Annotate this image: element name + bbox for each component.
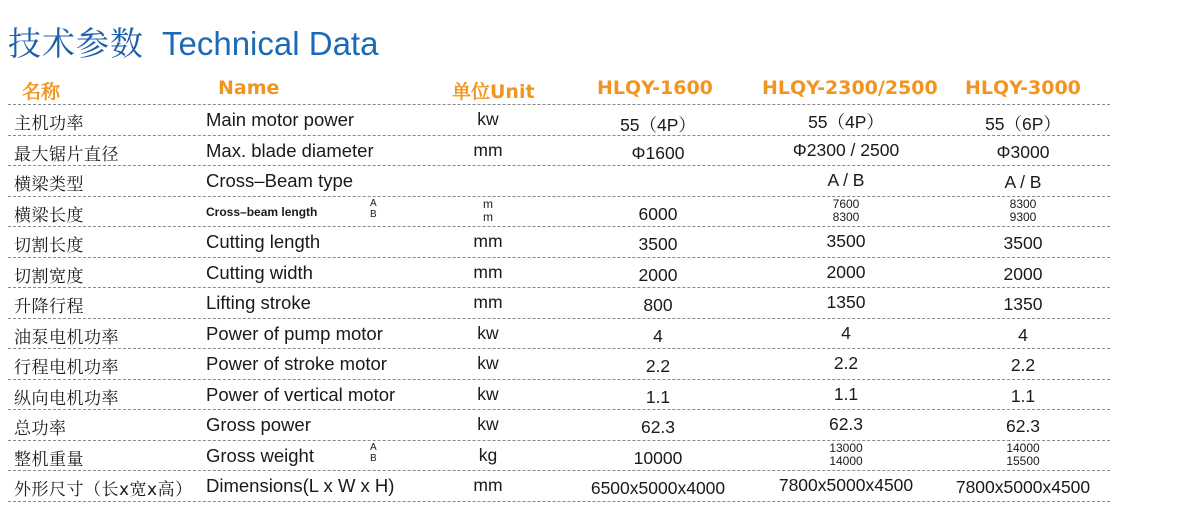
value-model-3: 4 — [1018, 324, 1028, 345]
value-model-1: 2000 — [638, 264, 678, 285]
row-unit: kw — [477, 414, 499, 434]
row-unit: mm — [473, 261, 503, 282]
value-model-1: 4 — [653, 325, 663, 346]
row-cn-name: 主机功率 — [14, 114, 84, 134]
row-en-name: Power of vertical motor — [206, 383, 396, 405]
variant-ab-labels — [370, 442, 377, 464]
variant-a-label: A — [370, 197, 377, 209]
table-row — [8, 196, 1110, 227]
row-en-name: Lifting stroke — [206, 292, 311, 313]
variant-ab-labels — [370, 198, 377, 220]
row-cn-name: 切割长度 — [14, 236, 84, 256]
row-unit: kg — [478, 444, 498, 465]
value-model-2: 1350 — [826, 292, 866, 312]
row-en-name: Cutting length — [206, 231, 321, 252]
table-row — [8, 409, 1110, 440]
variant-a-label: A — [370, 441, 377, 453]
value-model-3: 55（6P） — [985, 114, 1061, 134]
header-model-1: HLQY-1600 — [597, 77, 713, 99]
row-en-name: Max. blade diameter — [206, 139, 374, 161]
row-en-name: Cross–beam length — [206, 204, 318, 219]
value-model-3: 3500 — [1003, 233, 1043, 253]
row-cn-name: 整机重量 — [14, 449, 84, 470]
value-model-3: 1.1 — [1010, 385, 1036, 406]
value-model-3: Φ3000 — [996, 141, 1050, 162]
table-row — [8, 379, 1110, 410]
table-row — [8, 318, 1110, 349]
value-model-3: 2000 — [1003, 263, 1043, 284]
row-unit: kw — [477, 383, 499, 404]
value-model-2: 4 — [841, 322, 851, 343]
row-en-name: Cross–Beam type — [206, 170, 354, 191]
header-en-name: Name — [218, 77, 280, 99]
row-en-name: Gross weight — [206, 444, 314, 466]
unit-a: m — [483, 196, 493, 211]
value-model-2: 62.3 — [828, 414, 864, 434]
table-row — [8, 226, 1110, 257]
header-cn-name: 名称 — [22, 81, 61, 103]
row-cn-name: 最大锯片直径 — [14, 144, 119, 165]
table-row — [8, 257, 1110, 288]
table-row — [8, 348, 1110, 379]
value-model-2: 2.2 — [833, 353, 859, 373]
header-model-2: HLQY-2300/2500 — [762, 77, 938, 99]
row-en-name: Power of stroke motor — [206, 353, 387, 374]
row-cn-name: 横梁类型 — [14, 175, 84, 195]
row-cn-name: 外形尺寸（长x宽x高） — [14, 480, 193, 500]
row-unit: mm — [473, 475, 503, 495]
value-model-1: 6000 — [638, 203, 678, 224]
table-row — [8, 287, 1110, 318]
value-model-3: 2.2 — [1010, 355, 1036, 375]
row-cn-name: 切割宽度 — [14, 266, 84, 287]
row-cn-name: 行程电机功率 — [14, 358, 119, 378]
page-title — [8, 18, 378, 62]
table-row — [8, 470, 1110, 502]
value-a: 7600 — [832, 196, 860, 211]
row-en-name: Gross power — [206, 414, 311, 435]
row-unit: mm — [473, 231, 503, 251]
row-cn-name: 升降行程 — [14, 297, 84, 317]
value-model-1: 62.3 — [640, 417, 676, 437]
title-cn: 技术参数 — [8, 24, 144, 63]
title-en: Technical Data — [162, 25, 379, 62]
value-model-3: 1350 — [1003, 294, 1043, 314]
row-en-name: Power of pump motor — [206, 322, 383, 344]
value-model-2: 7800x5000x4500 — [778, 475, 914, 495]
value-model-2-stack — [756, 198, 936, 224]
table-row — [8, 135, 1110, 166]
row-cn-name: 纵向电机功率 — [14, 388, 119, 409]
table-header — [0, 74, 1110, 104]
row-unit-stack — [448, 198, 528, 224]
value-model-3-stack — [938, 442, 1108, 468]
value-model-3-stack — [938, 198, 1108, 224]
value-model-2: 55（4P） — [808, 112, 884, 132]
row-unit: mm — [473, 292, 503, 312]
value-a: 14000 — [1006, 440, 1040, 455]
value-model-1: 6500x5000x4000 — [590, 478, 726, 498]
value-model-1: 2.2 — [645, 356, 671, 376]
value-model-3: A / B — [1004, 172, 1042, 192]
row-en-name: Cutting width — [206, 261, 313, 283]
header-unit: 单位Unit — [452, 81, 535, 103]
row-en-name: Dimensions(L x W x H) — [206, 475, 395, 496]
value-model-1: 10000 — [633, 447, 683, 468]
row-unit: kw — [477, 322, 499, 343]
value-model-2: Φ2300 / 2500 — [792, 139, 900, 160]
value-model-3: 7800x5000x4500 — [955, 477, 1091, 497]
value-model-2: 3500 — [826, 231, 866, 251]
unit-b: m — [483, 209, 493, 224]
row-en-name: Main motor power — [206, 109, 355, 130]
value-model-3: 62.3 — [1005, 416, 1041, 436]
value-model-2: 2000 — [826, 261, 866, 282]
row-unit: kw — [477, 109, 499, 129]
table-row — [8, 165, 1110, 196]
value-model-2-stack — [756, 442, 936, 468]
variant-b-label: B — [370, 208, 377, 220]
row-unit: kw — [477, 353, 499, 373]
row-cn-name: 横梁长度 — [14, 205, 84, 226]
row-cn-name: 总功率 — [14, 419, 67, 439]
value-a: 8300 — [1009, 196, 1037, 211]
value-b: 15500 — [1006, 453, 1040, 468]
value-b: 14000 — [829, 453, 863, 468]
row-cn-name: 油泵电机功率 — [14, 327, 119, 348]
value-model-1: 800 — [643, 295, 673, 315]
value-model-1: 1.1 — [645, 386, 671, 407]
variant-b-label: B — [370, 452, 377, 464]
value-model-1: Φ1600 — [631, 142, 685, 163]
value-b: 9300 — [1009, 209, 1037, 224]
value-model-2: A / B — [827, 170, 865, 190]
value-a: 13000 — [829, 440, 863, 455]
table-row — [8, 104, 1110, 135]
value-b: 8300 — [832, 209, 860, 224]
value-model-2: 1.1 — [833, 383, 859, 404]
row-unit: mm — [473, 139, 503, 160]
value-model-1: 55（4P） — [620, 115, 696, 135]
spec-table — [8, 104, 1110, 502]
table-row — [8, 440, 1110, 471]
header-model-3: HLQY-3000 — [965, 77, 1081, 99]
value-model-1: 3500 — [638, 234, 678, 254]
